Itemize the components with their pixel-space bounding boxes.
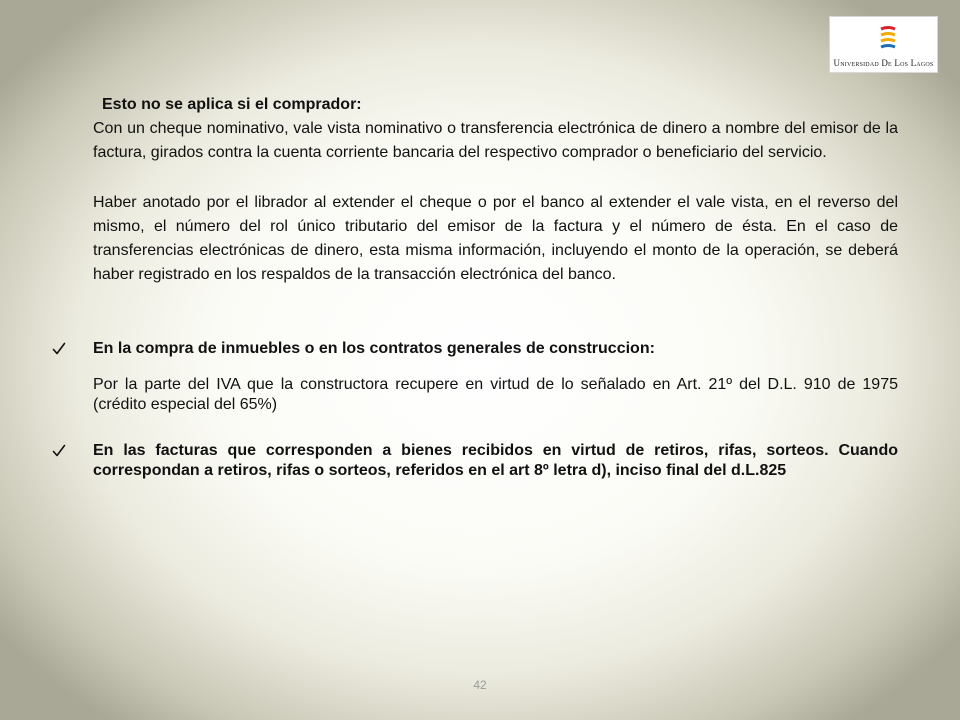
paragraph-iva-constructora: Por la parte del IVA que la constructora recupere en virtud de lo señalado en Art. 21º del D.L. 910 de 1975 (crédito especial del 65%) — [93, 376, 898, 413]
university-logo — [829, 16, 938, 73]
checklist-title-inmuebles: En la compra de inmuebles o en los contratos generales de construccion: — [93, 340, 655, 357]
university-emblem-icon — [880, 25, 896, 51]
section-heading: Esto no se aplica si el comprador: — [102, 96, 362, 113]
paragraph-anotado: Haber anotado por el librador al extender el cheque o por el banco al extender el vale vista, en el reverso del mismo, el número del rol único tributario del emisor de la factura y el número de ésta. En el caso de transferencias electrónicas de dinero, esta misma información, incluyendo el monto de la operación, se deberá haber registrado en los respaldos de la transacción electrónica del banco. — [93, 194, 898, 283]
check-icon — [52, 342, 66, 356]
checklist-title-facturas: En las facturas que corresponden a bienes recibidos en virtud de retiros, rifas, sorteos. Cuando correspondan a retiros, rifas o sorteos, referidos en el art 8º letra d), inciso final del d.L.825 — [93, 442, 898, 479]
logo-text: Universidad De Los Lagos — [833, 58, 934, 68]
check-icon — [52, 444, 66, 458]
paragraph-cheque: Con un cheque nominativo, vale vista nominativo o transferencia electrónica de dinero a nombre del emisor de la factura, girados contra la cuenta corriente bancaria del respectivo comprador o beneficiario del servicio. — [93, 120, 898, 161]
page-number: 42 — [473, 678, 487, 692]
